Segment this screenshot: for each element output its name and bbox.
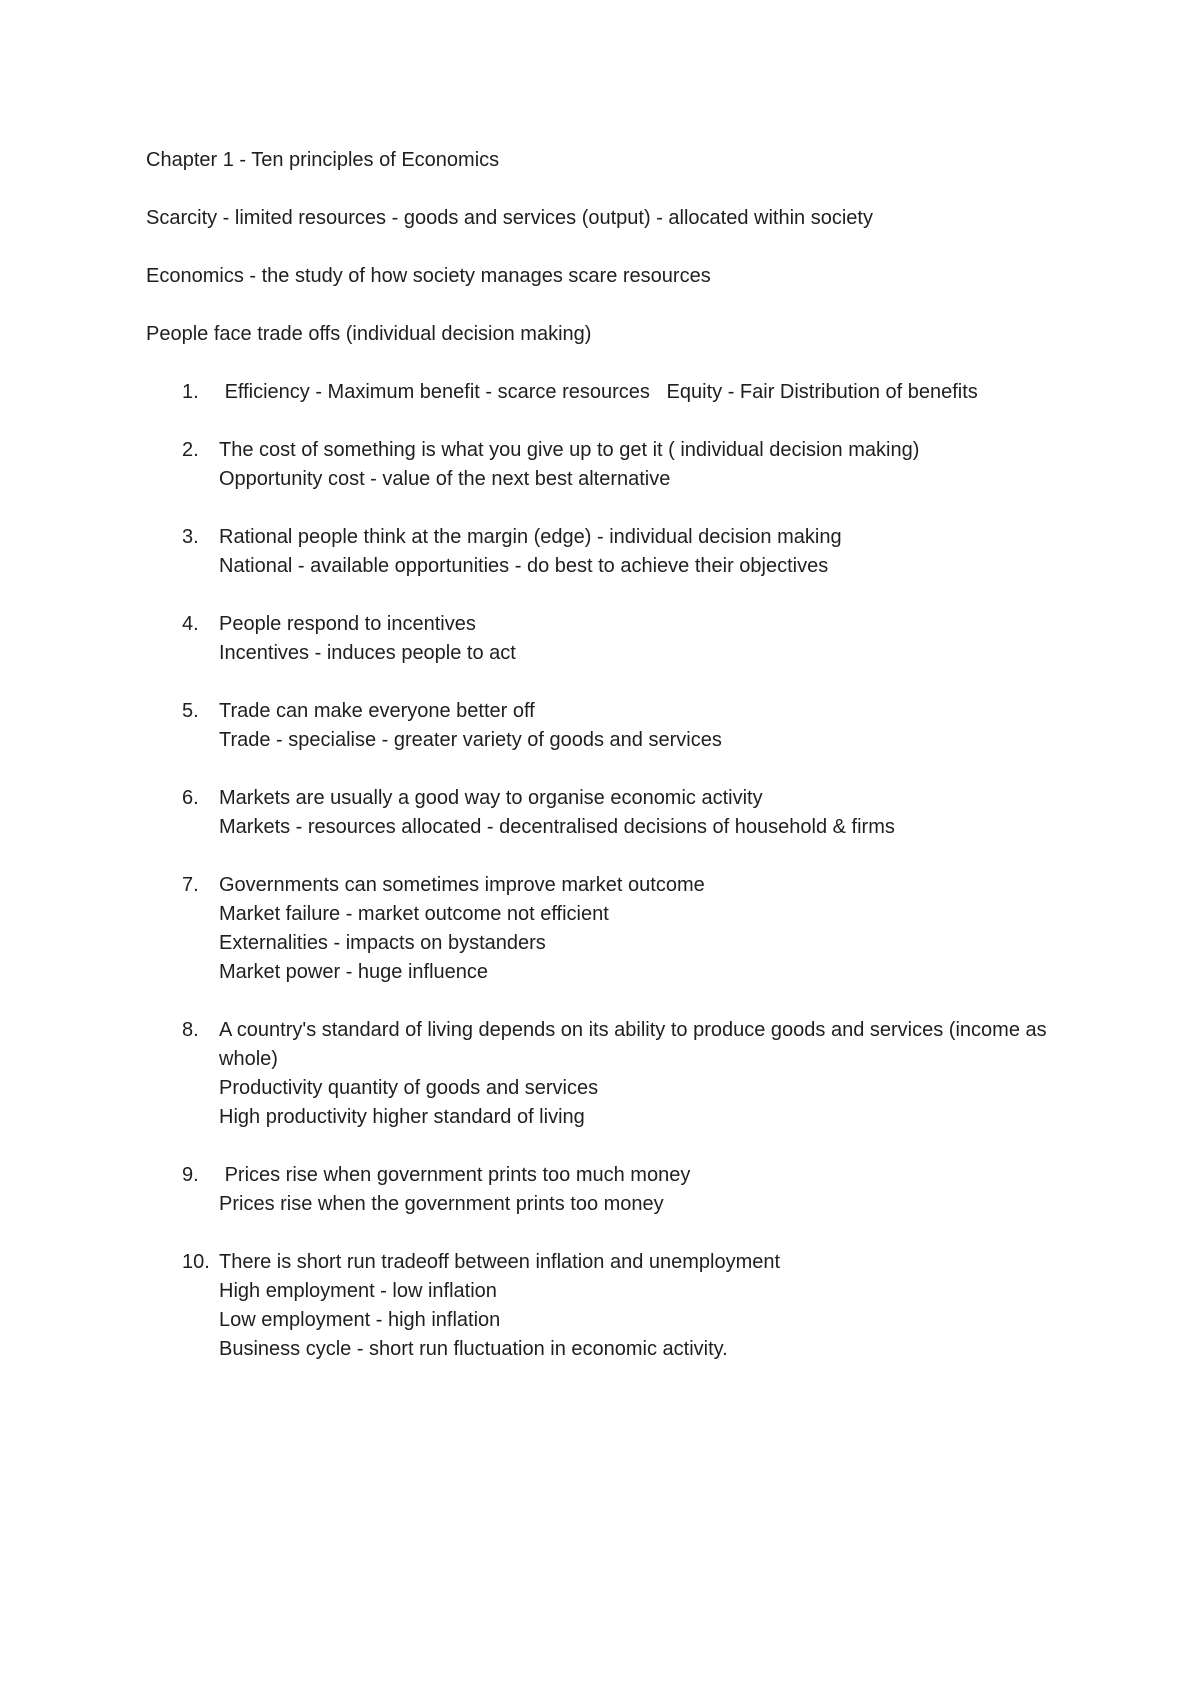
list-item-line: There is short run tradeoff between inflation and unemployment	[219, 1251, 781, 1273]
list-item-line: The cost of something is what you give up to get it ( individual decision making)	[219, 439, 920, 461]
list-item	[146, 697, 1066, 755]
list-item-line: Incentives - induces people to act	[219, 642, 516, 664]
list-item-line: Rational people think at the margin (edge) - individual decision making	[219, 526, 842, 548]
list-item-line: High productivity higher standard of living	[219, 1106, 585, 1128]
list-item-number: 2.	[182, 439, 199, 461]
list-item-line: Market power - huge influence	[219, 961, 489, 983]
principles-list	[146, 378, 1066, 1364]
list-item-line: Opportunity cost - value of the next best alternative	[219, 468, 671, 490]
list-item-line: Externalities - impacts on bystanders	[219, 932, 546, 954]
list-item	[146, 523, 1066, 581]
list-item	[146, 1248, 1066, 1364]
trade-offs-heading: People face trade offs (individual decision making)	[146, 323, 592, 345]
list-item-number: 4.	[182, 613, 199, 635]
list-item	[146, 1016, 1066, 1132]
list-item-line: Prices rise when the government prints too money	[219, 1193, 664, 1215]
list-item-line: Prices rise when government prints too much money	[219, 1164, 691, 1186]
economics-definition: Economics - the study of how society manages scare resources	[146, 265, 711, 287]
list-item-line: Productivity quantity of goods and services	[219, 1077, 599, 1099]
list-item-line: Business cycle - short run fluctuation in economic activity.	[219, 1338, 728, 1360]
list-item	[146, 436, 1066, 494]
list-item-number: 1.	[182, 381, 199, 403]
list-item-line: Governments can sometimes improve market outcome	[219, 874, 705, 896]
list-item-line: Efficiency - Maximum benefit - scarce resources Equity - Fair Distribution of benefits	[219, 381, 978, 403]
list-item-number: 5.	[182, 700, 199, 722]
list-item	[146, 378, 1066, 407]
list-item-line: Low employment - high inflation	[219, 1309, 501, 1331]
scarcity-definition: Scarcity - limited resources - goods and services (output) - allocated within society	[146, 207, 873, 229]
list-item-number: 7.	[182, 874, 199, 896]
list-item-line: Trade - specialise - greater variety of goods and services	[219, 729, 722, 751]
list-item-line: Markets are usually a good way to organise economic activity	[219, 787, 763, 809]
list-item-line: Market failure - market outcome not efficient	[219, 903, 609, 925]
list-item	[146, 610, 1066, 668]
list-item-number: 8.	[182, 1019, 199, 1041]
list-item	[146, 871, 1066, 987]
list-item-line: A country's standard of living depends on its ability to produce goods and services (income as whole)	[219, 1019, 1053, 1070]
list-item-number: 3.	[182, 526, 199, 548]
list-item	[146, 1161, 1066, 1219]
list-item-number: 10.	[182, 1251, 210, 1273]
list-item-line: National - available opportunities - do best to achieve their objectives	[219, 555, 829, 577]
list-item-number: 9.	[182, 1164, 199, 1186]
list-item	[146, 784, 1066, 842]
list-item-line: Trade can make everyone better off	[219, 700, 535, 722]
list-item-line: High employment - low inflation	[219, 1280, 497, 1302]
list-item-line: People respond to incentives	[219, 613, 476, 635]
list-item-number: 6.	[182, 787, 199, 809]
list-item-line: Markets - resources allocated - decentralised decisions of household & firms	[219, 816, 895, 838]
chapter-title: Chapter 1 - Ten principles of Economics	[146, 149, 500, 171]
document-body	[146, 146, 1066, 1393]
